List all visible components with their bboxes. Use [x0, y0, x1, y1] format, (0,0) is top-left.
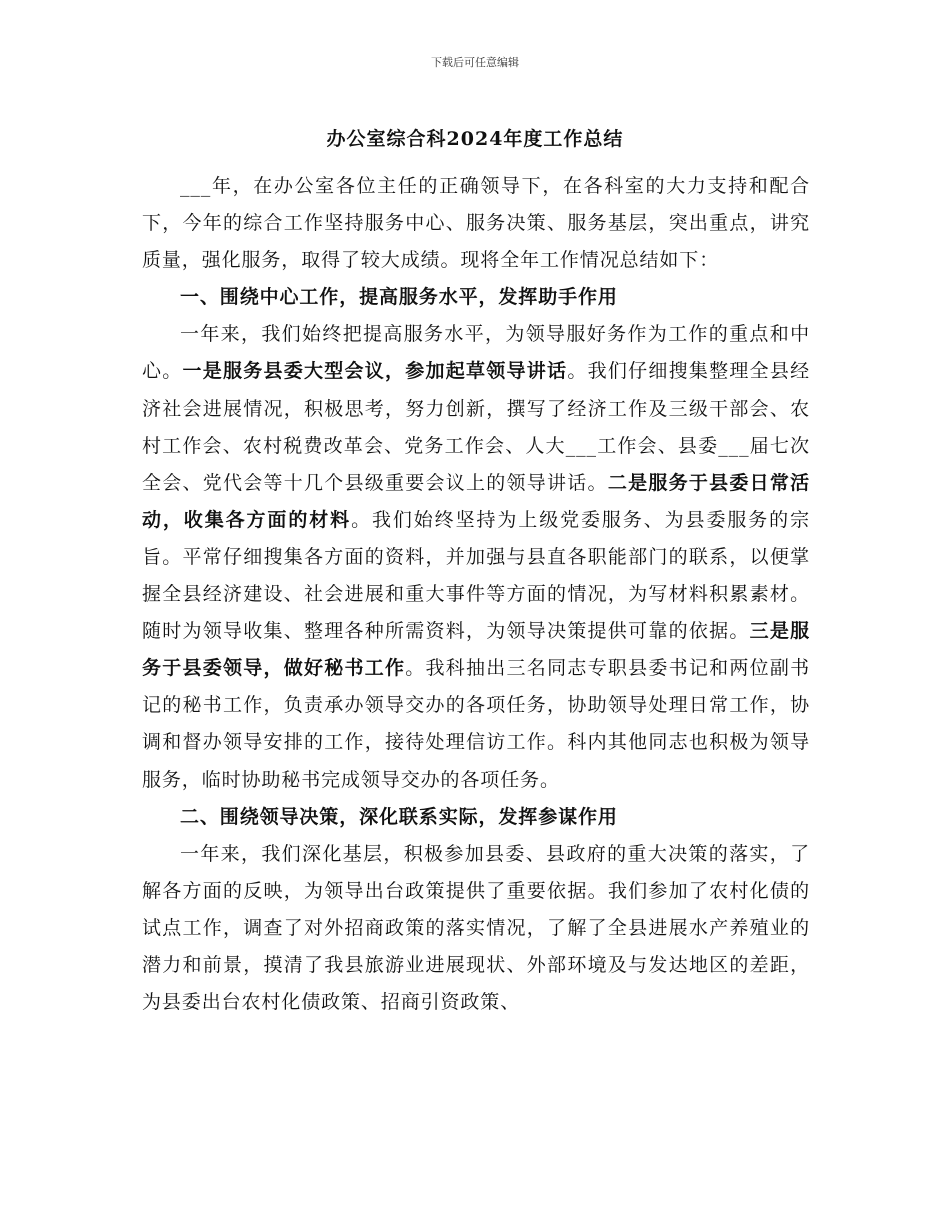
section-1-paragraph [142, 316, 810, 798]
header-note: 下载后可任意编辑 [431, 56, 519, 69]
section-1-text-4: 。我科抽出三名同志专职县委书记和两位副书记的秘书工作，负责承办领导交办的各项任务，协助领导处理日常工作，协调和督办领导安排的工作，接待处理信访工作。科内其他同志也积极为领导服务，临时协助秘书完成领导交办的各项任务。 [142, 657, 810, 791]
section-1-heading: 一、围绕中心工作，提高服务水平，发挥助手作用 [180, 286, 618, 309]
document-title: 办公室综合科2024年度工作总结 [326, 128, 624, 150]
section-1-text-1: 一年来，我们始终把提高服务水平，为领导服好务作为工作的重点和中心。 [142, 323, 810, 383]
section-2-heading: 二、围绕领导决策，深化联系实际，发挥参谋作用 [180, 805, 618, 828]
section-2-paragraph: 一年来，我们深化基层，积极参加县委、县政府的重大决策的落实，了解各方面的反映，为领导出台政策提供了重要依据。我们参加了农村化债的试点工作，调查了对外招商政策的落实情况，了解了全县进展水产养殖业的潜力和前景，摸清了我县旅游业进展现状、外部环境及与发达地区的差距，为县委出台农村化债政策、招商引资政策、 [142, 842, 810, 1014]
intro-paragraph: ___年，在办公室各位主任的正确领导下，在各科室的大力支持和配合下，今年的综合工作坚持服务中心、服务决策、服务基层，突出重点，讲究质量，强化服务，取得了较大成绩。现将全年工作情况总结如下： [142, 175, 810, 272]
section-1-text-3: 。我们始终坚持为上级党委服务、为县委服务的宗旨。平常仔细搜集各方面的资料，并加强与县直各职能部门的联系，以便掌握全县经济建设、社会进展和重大事件等方面的情况，为写材料积累素材。随时为领导收集、整理各种所需资料，为领导决策提供可靠的依据。 [142, 508, 810, 643]
section-1-text-2: 。我们仔细搜集整理全县经济社会进展情况，积极思考，努力创新，撰写了经济工作及三级干部会、农村工作会、农村税费改革会、党务工作会、人大___工作会、县委___届七次全会、党代会等十几个县级重要会议上的领导讲话。 [142, 360, 810, 494]
section-1-bold-3: 三是服务于县委领导，做好秘书工作 [142, 620, 810, 680]
section-1-bold-1: 一是服务县委大型会议，参加起草领导讲话 [182, 360, 568, 383]
section-1-bold-2: 二是服务于县委日常活动，收集各方面的材料 [142, 471, 810, 531]
document-body [142, 168, 810, 1021]
